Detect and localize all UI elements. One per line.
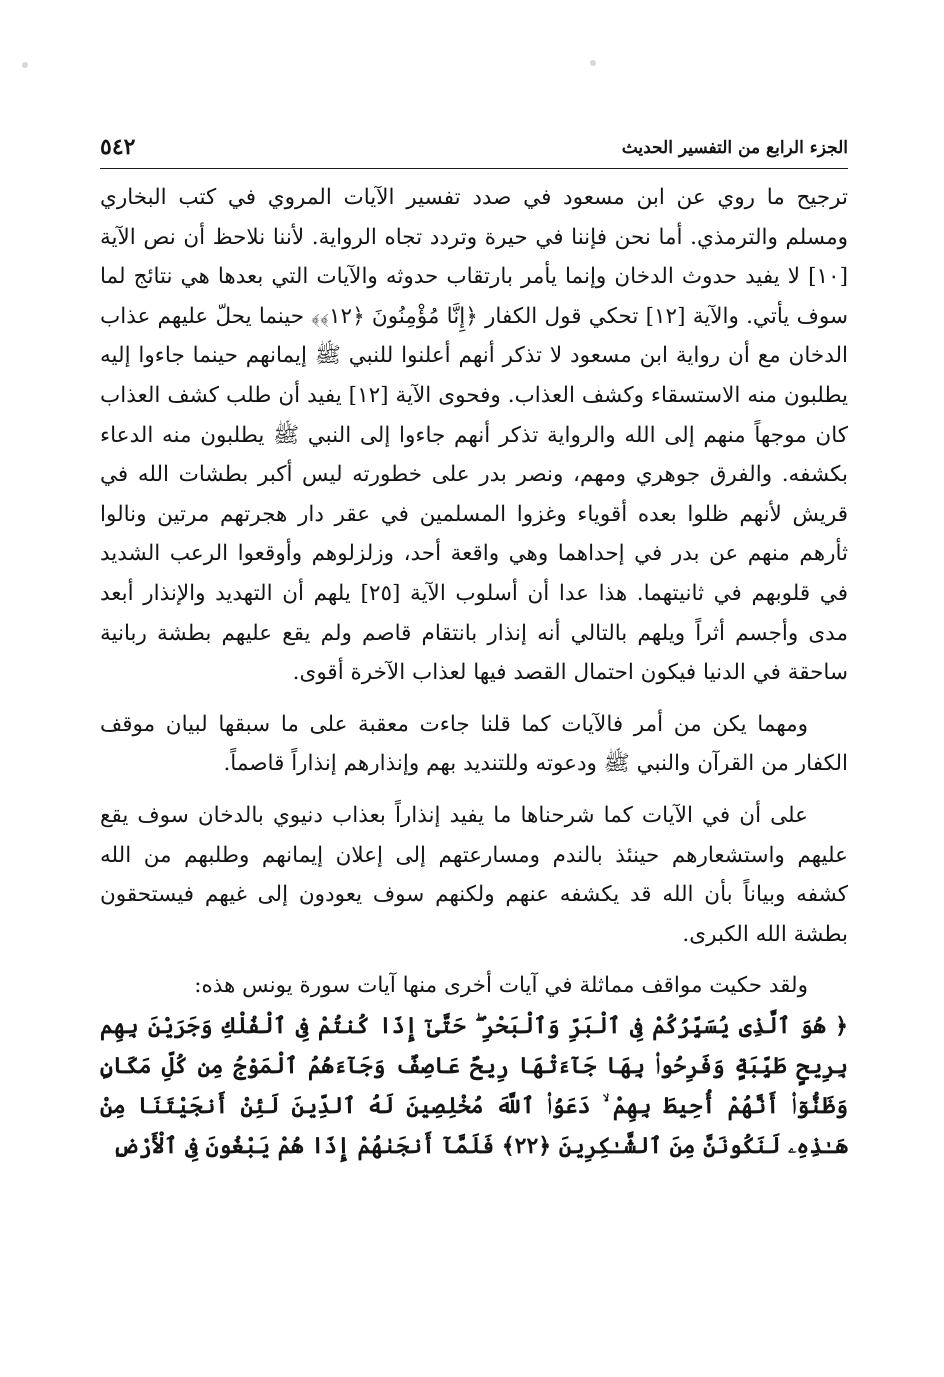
running-head [100,134,848,168]
page-number: ٥٤٢ [100,134,136,160]
paragraph: ترجيح ما روي عن ابن مسعود في صدد تفسير الآيات المروي في كتب البخاري ومسلم والترمذي. أما نحن فإننا في حيرة وتردد تجاه الرواية. لأننا نلاحظ أن نص الآية [١٠] لا يفيد حدوث الدخان وإنما يأمر بارتقاب حدوثه والآيات التي بعدها هي نتائج لما سوف يأتي. والآية [١٢] تحكي قول الكفار ﴿إِنَّا مُؤْمِنُونَ ﴿١٢﴾﴾ حينما يحلّ عليهم عذاب الدخان مع أن رواية ابن مسعود لا تذكر أنهم أعلنوا للنبي ﷺ إيمانهم حينما جاءوا إليه يطلبون منه الاستسقاء وكشف العذاب. وفحوى الآية [١٢] يفيد أن طلب كشف العذاب كان موجهاً منهم إلى الله والرواية تذكر أنهم جاءوا إلى النبي ﷺ يطلبون منه الدعاء بكشفه. والفرق جوهري ومهم، ونصر بدر على خطورته ليس أكبر بطشات الله في قريش لأنهم ظلوا بعده أقوياء وغزوا المسلمين في عقر دار هجرتهم مرتين ونالوا ثأرهم منهم عن بدر في إحداهما وهي واقعة أحد، وزلزلوهم وأوقعوا الرعب الشديد في قلوبهم في ثانيتهما. هذا عدا أن أسلوب الآية [٢٥] يلهم أن التهديد والإنذار أبعد مدى وأجسم أثراً ويلهم بالتالي أنه إنذار بانتقام قاصم ولم يقع عليهم بطشة ربانية ساحقة في الدنيا فيكون احتمال القصد فيها لعذاب الآخرة أقوى. [100,185,848,686]
paragraph: ولقد حكيت مواقف مماثلة في آيات أخرى منها آيات سورة يونس هذه: [194,973,808,999]
running-head-title: الجزء الرابع من التفسير الحديث [621,138,848,158]
scan-mark [22,62,28,68]
scan-mark [590,60,596,66]
paragraph: ومهما يكن من أمر فالآيات كما قلنا جاءت معقبة على ما سبقها لبيان موقف الكفار من القرآن والنبي ﷺ ودعوته وللتنديد بهم وإنذارهم إنذاراً قاصماً. [100,711,848,777]
header-rule [100,168,848,169]
quran-verse: ﴿ هُوَ ٱلَّذِى يُسَيِّرُكُمْ فِى ٱلْبَرِّ وَٱلْبَحْرِ ۖ حَتَّىٰٓ إِذَا كُنتُمْ فِى ٱلْفُلْكِ وَجَرَيْنَ بِهِم بِرِيحٍ طَيِّبَةٍ وَفَرِحُوا۟ بِهَا جَآءَتْهَا رِيحٌ عَاصِفٌ وَجَآءَهُمُ ٱلْمَوْجُ مِن كُلِّ مَكَانٍ وَظَنُّوٓا۟ أَنَّهُمْ أُحِيطَ بِهِمْ ۙ دَعَوُا۟ ٱللَّهَ مُخْلِصِينَ لَهُ ٱلدِّينَ لَئِنْ أَنجَيْتَنَا مِنْ هَـٰذِهِۦ لَنَكُونَنَّ مِنَ ٱلشَّـٰكِرِينَ ﴿٢٢﴾ فَلَمَّآ أَنجَىٰهُمْ إِذَا هُمْ يَبْغُونَ فِى ٱلْأَرْضِ [100,1012,848,1159]
paragraph: على أن في الآيات كما شرحناها ما يفيد إنذاراً بعذاب دنيوي بالدخان سوف يقع عليهم واستشعارهم حينئذ بالندم ومسارعتهم إلى إعلان إيمانهم وطلبهم من الله كشفه وبياناً بأن الله قد يكشفه عنهم ولكنهم سوف يعودون إلى غيهم فيستحقون بطشة الله الكبرى. [100,802,848,947]
body-text [100,178,848,1166]
